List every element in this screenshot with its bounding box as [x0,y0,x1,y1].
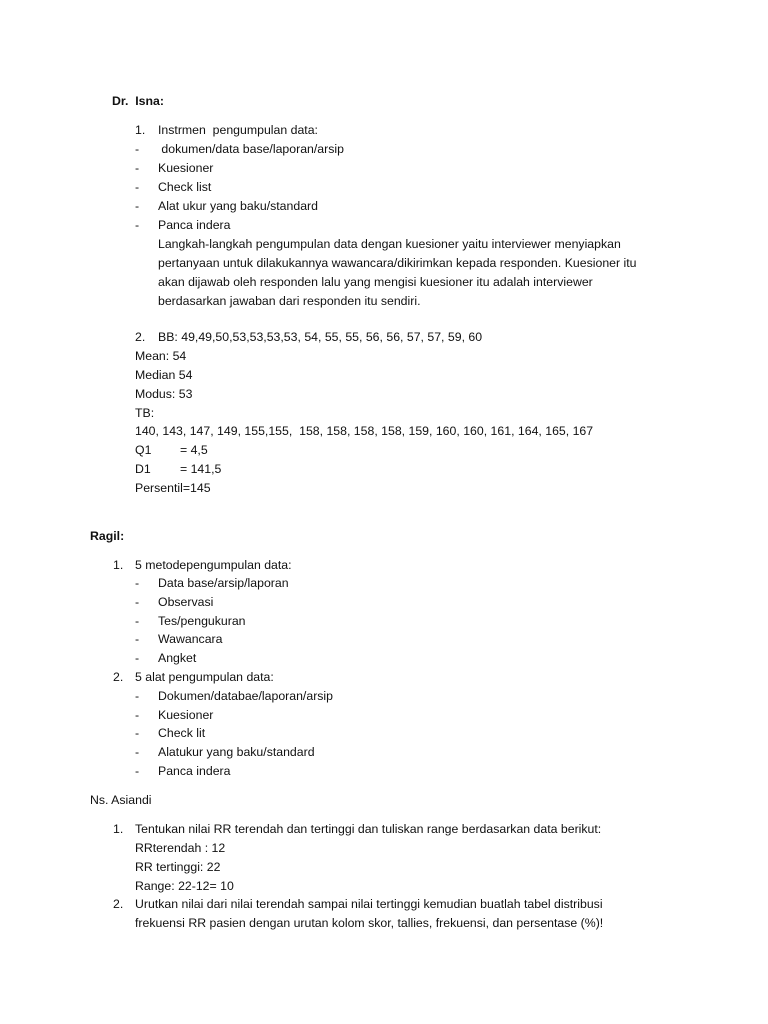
bullet-dash: - [135,726,140,740]
answer-line: RRterendah : 12 [135,841,226,855]
list-number: 1. [113,822,124,836]
list-number: 1. [113,558,124,572]
list-number: 2. [135,330,146,344]
median-value: Median 54 [135,368,193,382]
list-item: Observasi [158,595,214,609]
section-heading-asiandi: Ns. Asiandi [90,793,152,807]
bullet-dash: - [135,142,140,156]
bullet-dash: - [135,689,140,703]
list-item: Wawancara [158,632,223,646]
persentil-value: Persentil=145 [135,481,211,495]
paragraph-line: akan dijawab oleh responden lalu yang mengisi kuesioner itu adalah interviewer [158,275,593,289]
bullet-dash: - [135,614,140,628]
question-line: Tentukan nilai RR terendah dan tertinggi dan tuliskan range berdasarkan data berikut: [135,822,602,836]
paragraph-line: pertanyaan untuk dilakukannya wawancara/dikirimkan kepada responden. Kuesioner itu [158,256,637,270]
list-item: Panca indera [158,218,231,232]
bullet-dash: - [135,632,140,646]
list-item: Check list [158,180,212,194]
list-item: Data base/arsip/laporan [158,576,289,590]
bullet-dash: - [135,180,140,194]
list-item: Angket [158,651,197,665]
section-heading-isna: Dr. Isna: [112,94,164,108]
answer-line: RR tertinggi: 22 [135,860,221,874]
list-item: Alat ukur yang baku/standard [158,199,318,213]
bullet-dash: - [135,651,140,665]
q1-value: = 4,5 [180,443,208,457]
q1-label: Q1 [135,443,152,457]
paragraph-line: Langkah-langkah pengumpulan data dengan kuesioner yaitu interviewer menyiapkan [158,237,621,251]
bullet-dash: - [135,199,140,213]
bullet-dash: - [135,218,140,232]
list-number: 2. [113,897,124,911]
list-item: Check lit [158,726,206,740]
bullet-dash: - [135,745,140,759]
list-item: Panca indera [158,764,231,778]
section-heading-ragil: Ragil: [90,529,125,543]
list-item: Kuesioner [158,708,214,722]
paragraph-line: berdasarkan jawaban dari responden itu sendiri. [158,294,421,308]
bullet-dash: - [135,576,140,590]
bullet-dash: - [135,595,140,609]
list-number: 1. [135,123,146,137]
list-number: 2. [113,670,124,684]
question-title: 5 alat pengumpulan data: [135,670,274,684]
d1-label: D1 [135,462,151,476]
tb-label: TB: [135,406,155,420]
question-line: Urutkan nilai dari nilai terendah sampai nilai tertinggi kemudian buatlah tabel distribusi [135,897,603,911]
question-line: frekuensi RR pasien dengan urutan kolom skor, tallies, frekuensi, dan persentase (%)! [135,916,604,930]
answer-line: Range: 22-12= 10 [135,879,234,893]
bullet-dash: - [135,708,140,722]
bb-data: BB: 49,49,50,53,53,53,53, 54, 55, 55, 56, 56, 57, 57, 59, 60 [158,330,483,344]
bullet-dash: - [135,764,140,778]
list-item: Dokumen/databae/laporan/arsip [158,689,334,703]
mean-value: Mean: 54 [135,349,187,363]
list-item: Alatukur yang baku/standard [158,745,315,759]
question-title: 5 metodepengumpulan data: [135,558,292,572]
d1-value: = 141,5 [180,462,222,476]
list-item: dokumen/data base/laporan/arsip [158,142,344,156]
list-item: Kuesioner [158,161,214,175]
bullet-dash: - [135,161,140,175]
list-item: Tes/pengukuran [158,614,246,628]
question-title: Instrmen pengumpulan data: [158,123,318,137]
modus-value: Modus: 53 [135,387,193,401]
tb-data: 140, 143, 147, 149, 155,155, 158, 158, 158, 158, 159, 160, 160, 161, 164, 165, 167 [135,424,594,438]
